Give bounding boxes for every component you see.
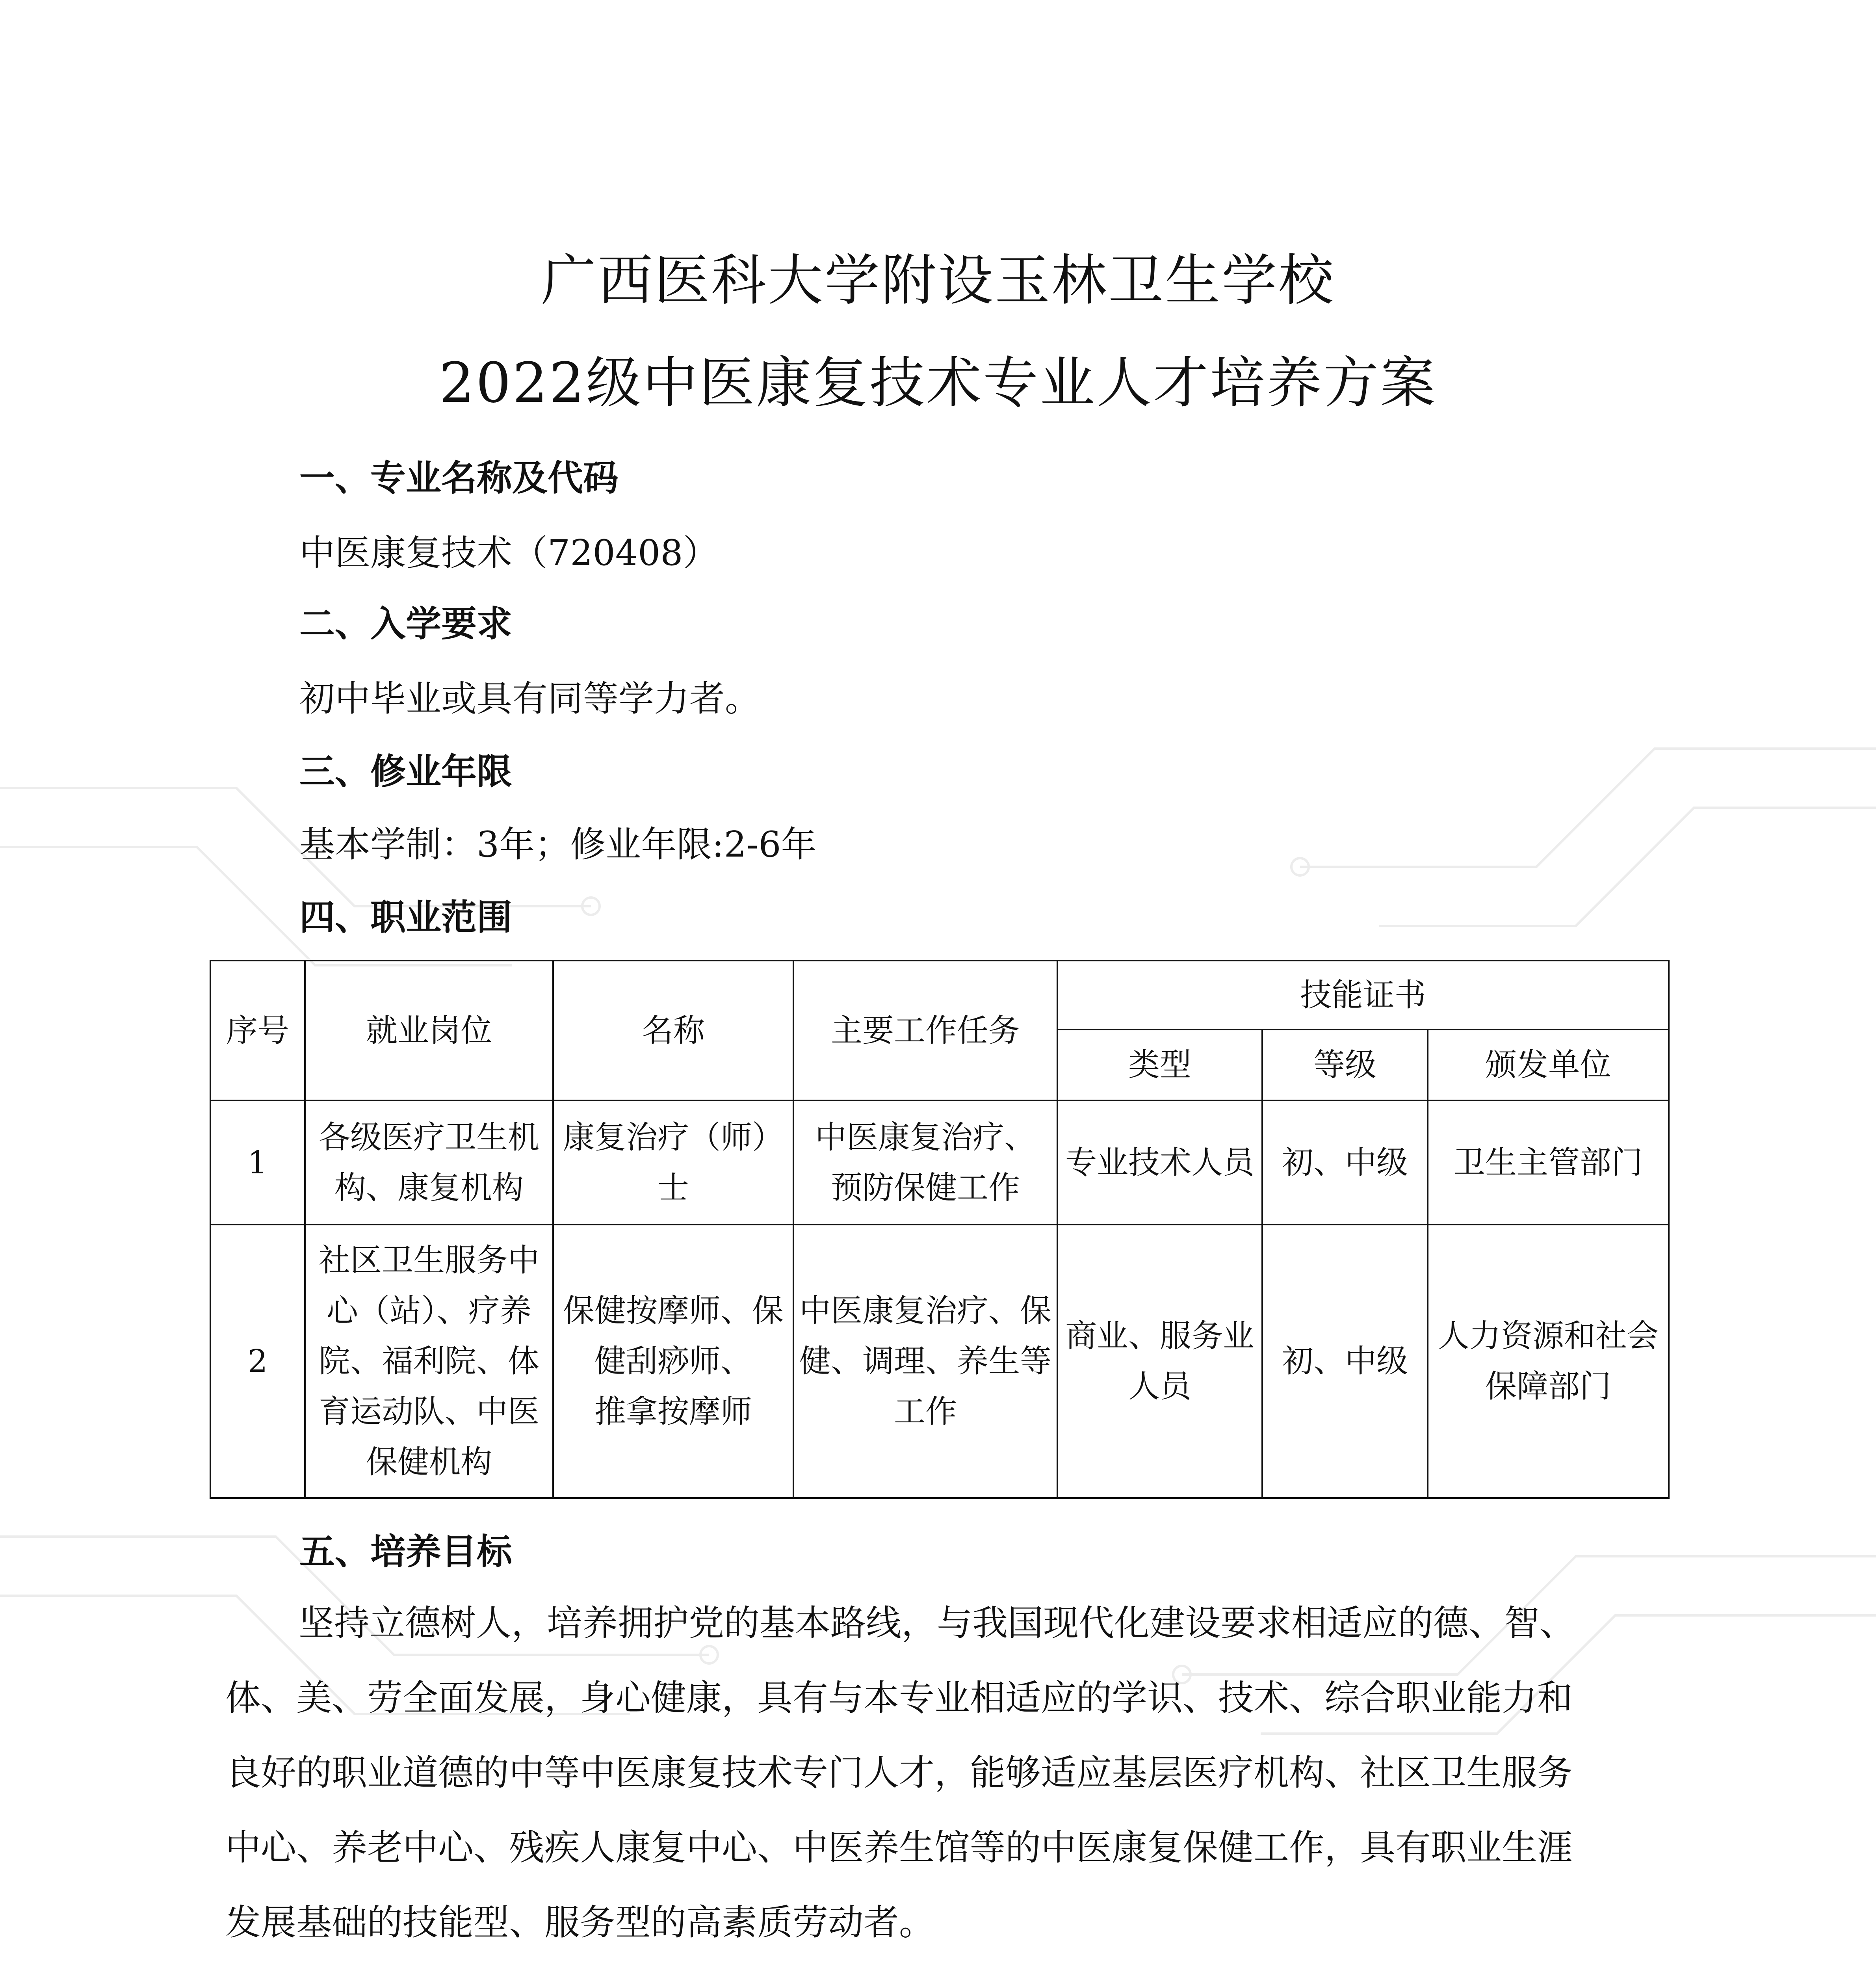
section-heading-6 [299, 1964, 512, 1970]
admission-text: 初中毕业或具有同等学力者。 [299, 678, 760, 719]
cell-level: 初、中级 [1262, 1225, 1428, 1498]
cell-task: 中医康复治疗、保 健、调理、养生等 工作 [793, 1225, 1057, 1498]
cell-task: 中医康复治疗、 预防保健工作 [793, 1100, 1057, 1225]
cell-level: 初、中级 [1262, 1100, 1428, 1225]
document-subtitle: 2022级中医康复技术专业人才培养方案 [439, 351, 1437, 415]
header-post: 就业岗位 [305, 961, 553, 1100]
document-title: 广西医科大学附设玉林卫生学校 [541, 249, 1335, 313]
cell-name: 保健按摩师、保 健刮痧师、 推拿按摩师 [553, 1225, 793, 1498]
cell-type: 专业技术人员 [1057, 1100, 1262, 1225]
cell-no: 2 [210, 1225, 305, 1498]
cell-no: 1 [210, 1100, 305, 1225]
header-type: 类型 [1057, 1030, 1262, 1100]
section-heading-4: 四、职业范围 [299, 896, 512, 938]
header-cert: 技能证书 [1057, 961, 1669, 1030]
cell-type: 商业、服务业 人员 [1057, 1225, 1262, 1498]
table-row [210, 1225, 1669, 1498]
cell-issuer: 人力资源和社会 保障部门 [1428, 1225, 1669, 1498]
section-heading-1: 一、专业名称及代码 [299, 457, 619, 499]
major-code-text: 中医康复技术（720408） [299, 532, 719, 574]
training-goal-paragraph: 坚持立德树人，培养拥护党的基本路线，与我国现代化建设要求相适应的德、智、 体、美、劳全面发展，身心健康，具有与本专业相适应的学识、技术、综合职业能力和 良好的职业道德的中等中医康复技术专门人才，能够适应基层医疗机构、社区卫生服务 中心、养老中心、残疾人康复中心、中医养生馆等的中医康复保健工作，具有职业生涯 发展基础的技能型、服务型的高素质劳动者。 [225, 1602, 1575, 1943]
career-scope-table [210, 960, 1670, 1499]
section-heading-5: 五、培养目标 [299, 1531, 512, 1572]
header-name: 名称 [553, 961, 793, 1100]
cell-post: 各级医疗卫生机 构、康复机构 [305, 1100, 553, 1225]
section-heading-2: 二、入学要求 [299, 603, 512, 645]
cell-post: 社区卫生服务中 心（站）、疗养 院、福利院、体 育运动队、中医 保健机构 [305, 1225, 553, 1498]
header-level: 等级 [1262, 1030, 1428, 1100]
header-task: 主要工作任务 [793, 961, 1057, 1100]
header-no: 序号 [210, 961, 305, 1100]
cell-name: 康复治疗（师） 士 [553, 1100, 793, 1225]
cell-issuer: 卫生主管部门 [1428, 1100, 1669, 1225]
section-heading-3: 三、修业年限 [299, 751, 512, 792]
duration-text: 基本学制：3年；修业年限:2-6年 [299, 824, 817, 865]
table-row [210, 1100, 1669, 1225]
header-issuer: 颁发单位 [1428, 1030, 1669, 1100]
